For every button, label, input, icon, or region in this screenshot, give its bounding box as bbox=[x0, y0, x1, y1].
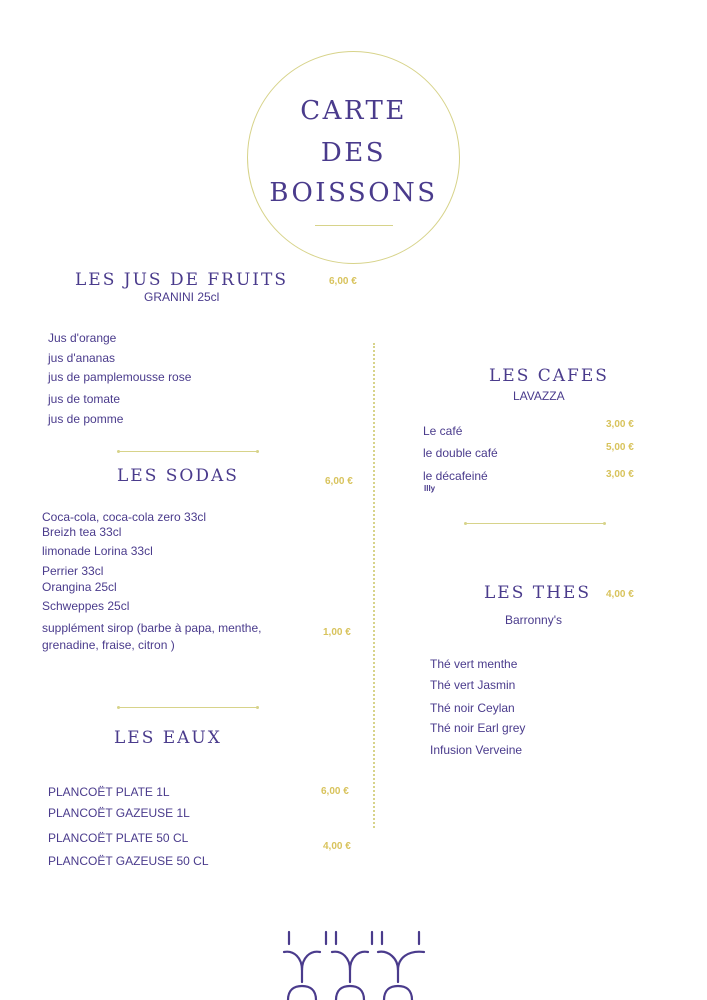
list-item: Perrier 33cl bbox=[42, 564, 104, 578]
section-subtitle-cafes: LAVAZZA bbox=[513, 389, 565, 403]
list-item: Thé noir Ceylan bbox=[430, 701, 515, 715]
list-item: Thé vert menthe bbox=[430, 657, 518, 671]
section-title-eaux: LES EAUX bbox=[114, 728, 222, 748]
list-item: jus de pamplemousse rose bbox=[48, 370, 192, 384]
list-item: PLANCOËT GAZEUSE 1L bbox=[48, 806, 190, 820]
list-item: Infusion Verveine bbox=[430, 743, 523, 757]
page-title-line-2: DES bbox=[320, 138, 387, 168]
price-cafe: 3,00 € bbox=[606, 419, 634, 430]
divider bbox=[119, 451, 257, 452]
price-sodas: 6,00 € bbox=[325, 476, 353, 487]
column-separator bbox=[373, 343, 375, 828]
section-title-sodas: LES SODAS bbox=[117, 466, 239, 486]
price-double-cafe: 5,00 € bbox=[606, 442, 634, 453]
cafe-note: Illy bbox=[424, 484, 436, 493]
list-item: PLANCOËT PLATE 1L bbox=[48, 785, 170, 799]
section-subtitle-jus: GRANINI 25cl bbox=[144, 290, 220, 304]
page-title-line-3: BOISSONS bbox=[269, 178, 438, 208]
list-item: PLANCOËT GAZEUSE 50 CL bbox=[48, 854, 209, 868]
list-item: Breizh tea 33cl bbox=[42, 525, 122, 539]
divider bbox=[119, 707, 257, 708]
price-decafeine: 3,00 € bbox=[606, 469, 634, 480]
list-item: Le café bbox=[423, 424, 463, 438]
divider bbox=[466, 523, 604, 524]
sirop-line-1: supplément sirop (barbe à papa, menthe, bbox=[42, 621, 262, 635]
wine-bottles-logo-icon bbox=[280, 928, 428, 1000]
price-eaux-50cl: 4,00 € bbox=[323, 841, 351, 852]
list-item: le double café bbox=[423, 446, 498, 460]
section-subtitle-thes: Barronny's bbox=[505, 613, 562, 627]
price-sirop: 1,00 € bbox=[323, 627, 351, 638]
list-item: Thé noir Earl grey bbox=[430, 721, 526, 735]
list-item: PLANCOËT PLATE 50 CL bbox=[48, 831, 189, 845]
title-underline bbox=[315, 225, 393, 226]
price-eaux-1l: 6,00 € bbox=[321, 786, 349, 797]
list-item: jus d'ananas bbox=[48, 351, 116, 365]
section-title-thes: LES THES bbox=[484, 583, 591, 603]
list-item: Coca-cola, coca-cola zero 33cl bbox=[42, 510, 207, 524]
list-item: limonade Lorina 33cl bbox=[42, 544, 153, 558]
page-title-line-1: CARTE bbox=[300, 96, 407, 126]
list-item: Orangina 25cl bbox=[42, 580, 117, 594]
sirop-line-2: grenadine, fraise, citron ) bbox=[42, 638, 175, 652]
section-title-jus: LES JUS DE FRUITS bbox=[75, 270, 289, 290]
list-item: Thé vert Jasmin bbox=[430, 678, 516, 692]
list-item: le décafeiné bbox=[423, 469, 488, 483]
list-item: jus de tomate bbox=[48, 392, 121, 406]
price-thes: 4,00 € bbox=[606, 589, 634, 600]
list-item: Schweppes 25cl bbox=[42, 599, 130, 613]
list-item: Jus d'orange bbox=[48, 331, 117, 345]
list-item: jus de pomme bbox=[48, 412, 124, 426]
section-title-cafes: LES CAFES bbox=[489, 366, 609, 386]
price-jus: 6,00 € bbox=[329, 276, 357, 287]
